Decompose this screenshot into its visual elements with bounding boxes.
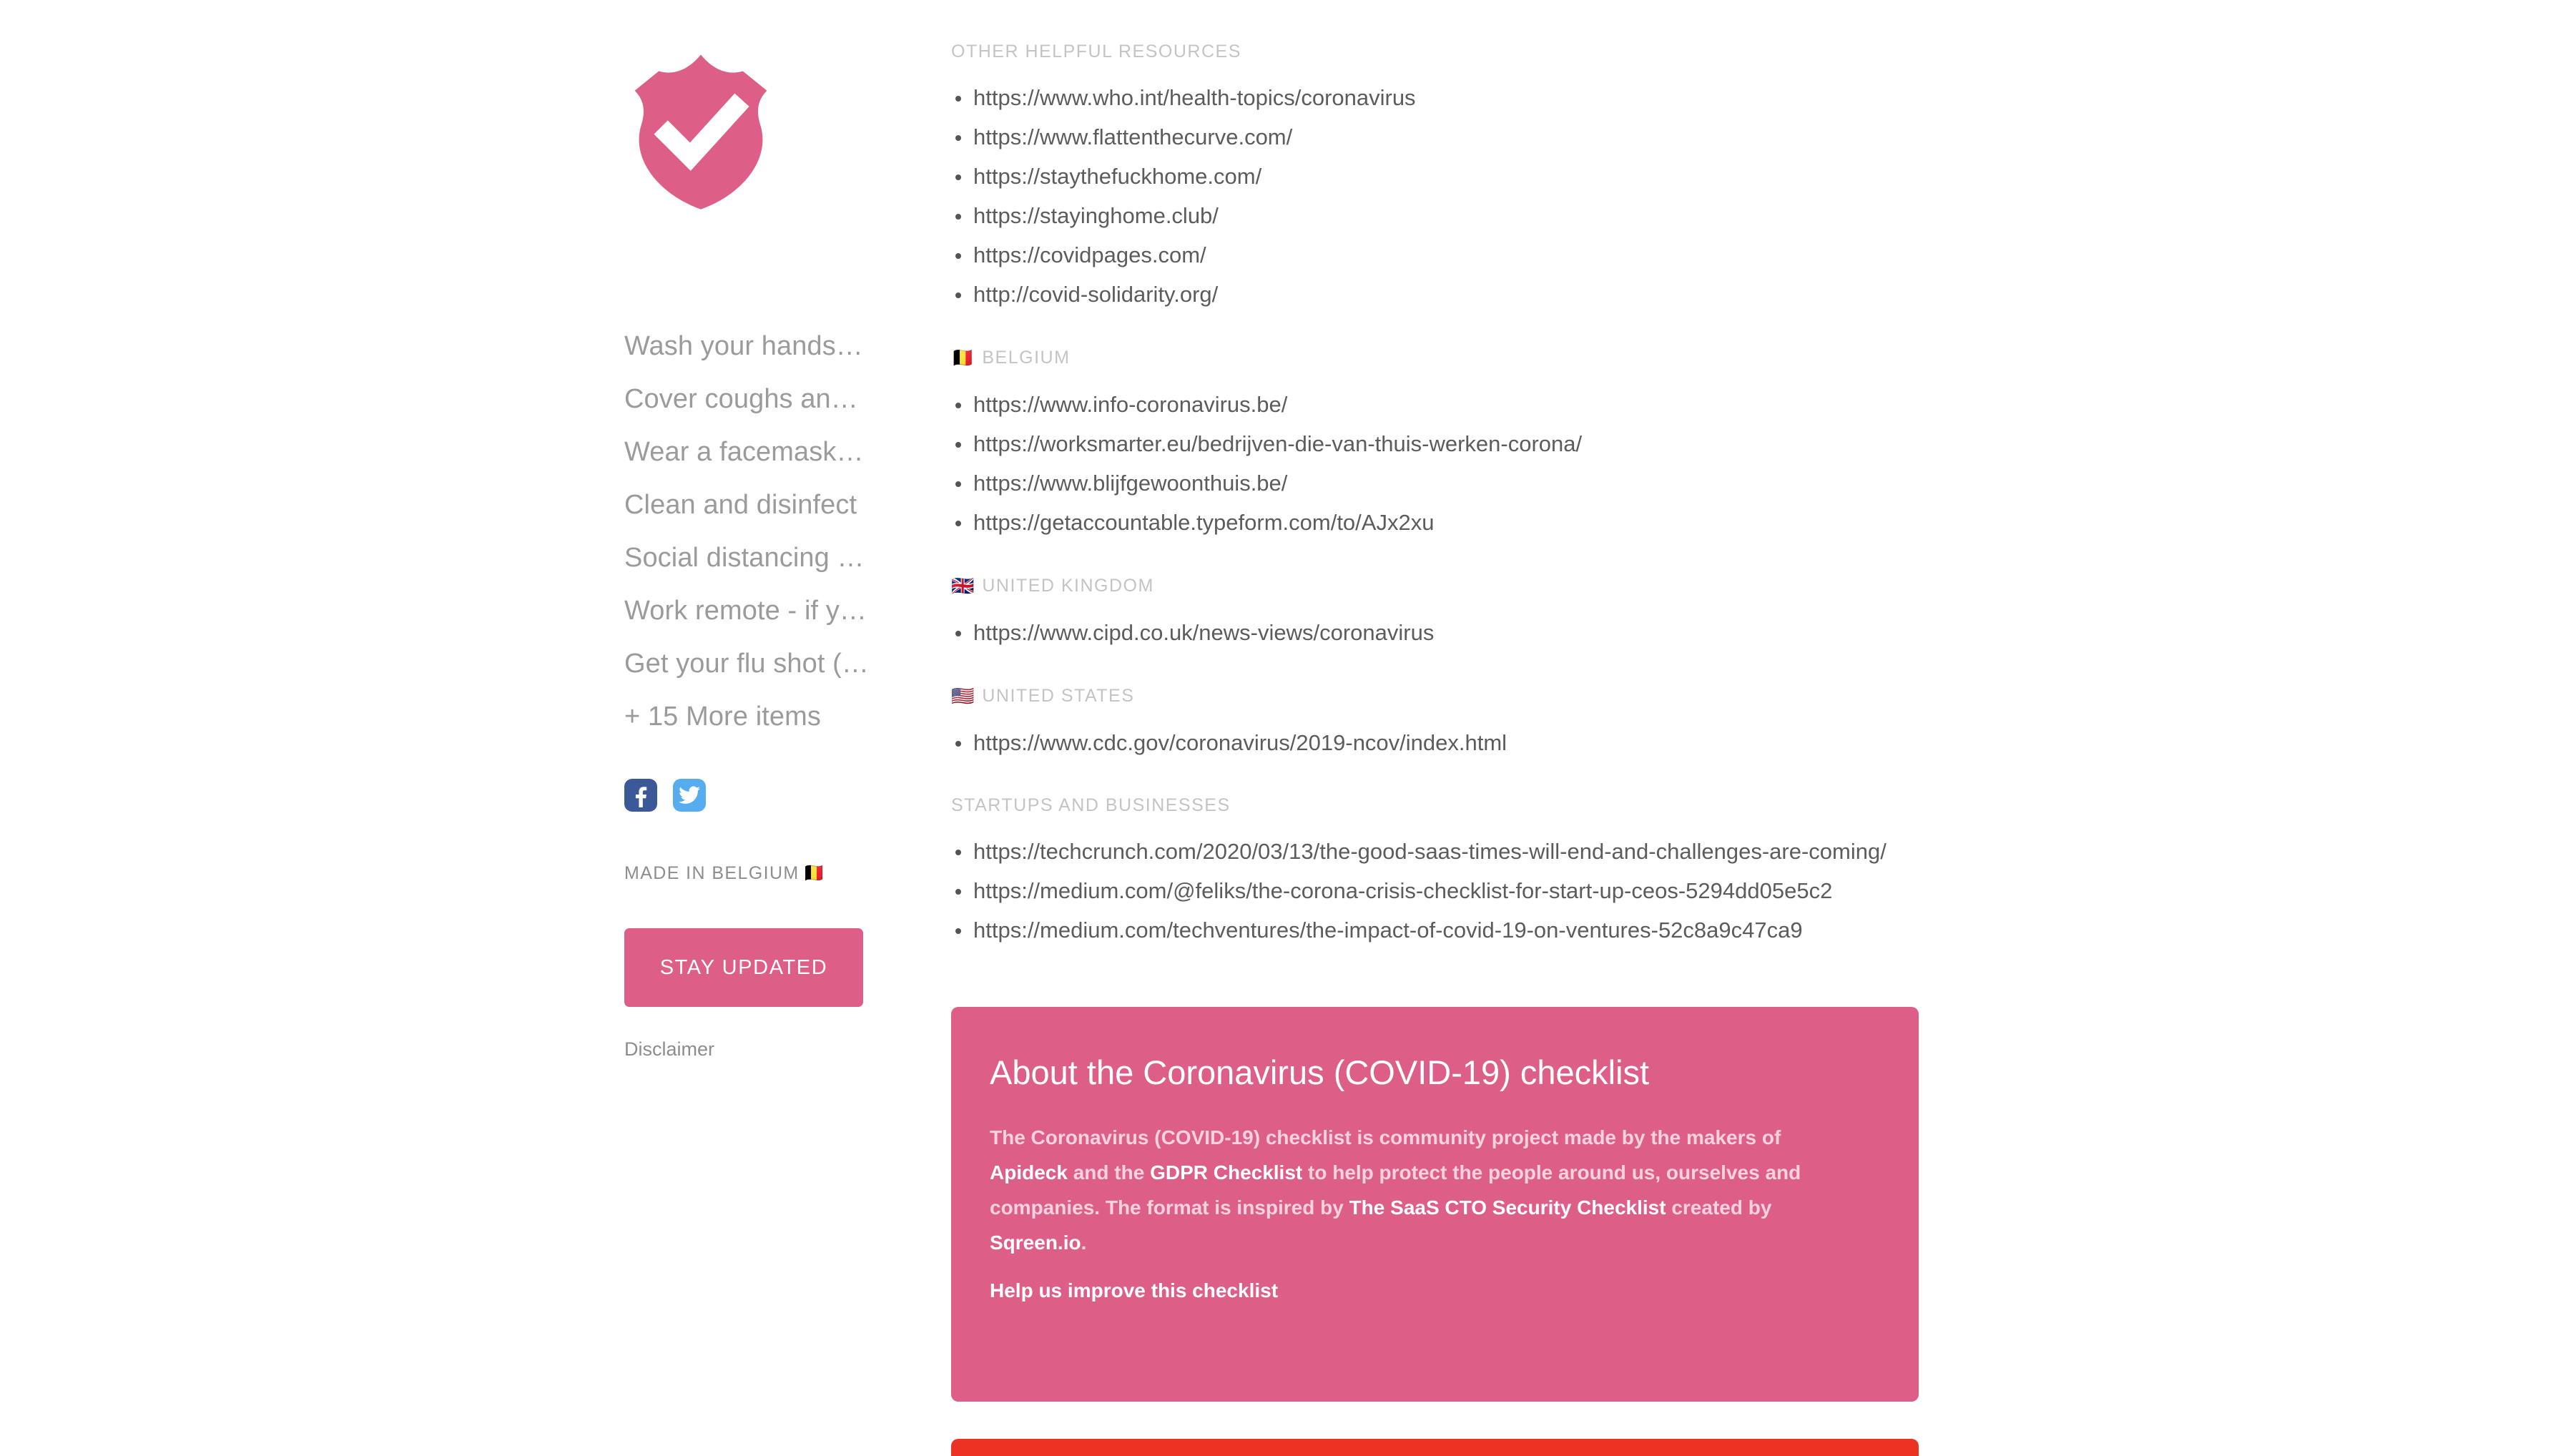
sidebar-item-more[interactable]: + 15 More items [624, 702, 821, 732]
list-item[interactable]: https://www.flattenthecurve.com/ [951, 117, 1924, 157]
bottom-red-card[interactable] [951, 1439, 1919, 1456]
list-item[interactable]: https://www.cipd.co.uk/news-views/coronavirus [951, 613, 1924, 652]
list-item[interactable]: https://www.blijfgewoonthuis.be/ [951, 463, 1924, 503]
list-item[interactable]: https://covidpages.com/ [951, 235, 1924, 275]
section-label [951, 575, 1924, 597]
link-list [951, 613, 1924, 652]
about-text-5: . [1081, 1231, 1087, 1254]
list-item[interactable]: https://getaccountable.typeform.com/to/AJx2xu [951, 503, 1924, 542]
list-item[interactable]: https://www.who.int/health-topics/coronavirus [951, 78, 1924, 117]
list-item[interactable]: https://staythefuckhome.com/ [951, 157, 1924, 196]
about-text-4: created by [1666, 1196, 1772, 1219]
about-text-3: to help protect the people around us, ourselves and companies. The format is inspired by [990, 1161, 1801, 1219]
apideck-link[interactable]: Apideck [990, 1161, 1068, 1184]
section-label-text: UNITED STATES [982, 686, 1135, 706]
sidebar-item-work-remote[interactable]: Work remote - if y… [624, 596, 867, 626]
about-checklist-card [951, 1007, 1919, 1402]
section-label [951, 347, 1924, 369]
link-list [951, 385, 1924, 542]
sidebar-item-clean-disinfect[interactable]: Clean and disinfect [624, 490, 857, 520]
section-startups-and-businesses [951, 795, 1924, 950]
list-item[interactable]: http://covid-solidarity.org/ [951, 275, 1924, 314]
made-in-label: MADE IN BELGIUM [624, 863, 800, 883]
section-label-text: OTHER HELPFUL RESOURCES [951, 41, 1241, 62]
united-states-flag-icon: 🇺🇸 [951, 685, 975, 707]
united-kingdom-flag-icon: 🇬🇧 [951, 575, 975, 596]
section-label [951, 41, 1924, 62]
belgium-flag-icon: 🇧🇪 [951, 347, 975, 368]
sidebar-nav-list [624, 320, 882, 743]
about-card-title: About the Coronavirus (COVID-19) checklist [990, 1053, 1650, 1091]
sidebar-item-wear-facemask[interactable]: Wear a facemask… [624, 437, 864, 467]
about-text-2: and the [1067, 1161, 1151, 1184]
about-card-body [990, 1120, 1855, 1308]
made-in-belgium [624, 863, 882, 884]
disclaimer-link[interactable]: Disclaimer [624, 1038, 715, 1060]
section-label [951, 685, 1924, 707]
sidebar-item-social-distancing[interactable]: Social distancing … [624, 543, 865, 573]
link-list [951, 832, 1924, 950]
list-item[interactable]: https://www.cdc.gov/coronavirus/2019-ncov/index.html [951, 723, 1924, 762]
twitter-icon[interactable] [673, 779, 706, 812]
section-label-text: STARTUPS AND BUSINESSES [951, 795, 1231, 815]
sidebar [624, 0, 882, 1061]
section-label-text: UNITED KINGDOM [982, 576, 1154, 596]
sidebar-item-wash-hands[interactable]: Wash your hands… [624, 331, 863, 361]
stay-updated-button[interactable]: STAY UPDATED [624, 928, 863, 1007]
resources-main [951, 0, 1924, 983]
shield-check-logo [626, 51, 776, 212]
list-item[interactable]: https://medium.com/@feliks/the-corona-crisis-checklist-for-start-up-ceos-5294dd05e5c2 [951, 871, 1924, 910]
list-item[interactable]: https://techcrunch.com/2020/03/13/the-good-saas-times-will-end-and-challenges-are-coming/ [951, 832, 1924, 871]
section-united-kingdom [951, 575, 1924, 652]
sidebar-item-flu-shot[interactable]: Get your flu shot (… [624, 649, 870, 679]
belgium-flag-icon: 🇧🇪 [802, 863, 827, 883]
link-list [951, 78, 1924, 314]
section-belgium [951, 347, 1924, 542]
gdpr-checklist-link[interactable]: GDPR Checklist [1150, 1161, 1303, 1184]
sidebar-item-cover-coughs[interactable]: Cover coughs an… [624, 384, 858, 414]
section-other-helpful-resources [951, 41, 1924, 314]
help-improve-checklist-link[interactable]: Help us improve this checklist [990, 1279, 1279, 1302]
section-label [951, 795, 1924, 816]
facebook-icon[interactable] [624, 779, 657, 812]
list-item[interactable]: https://medium.com/techventures/the-impact-of-covid-19-on-ventures-52c8a9c47ca9 [951, 910, 1924, 950]
sqreen-io-link[interactable]: Sqreen.io [990, 1231, 1081, 1254]
saas-cto-security-checklist-link[interactable]: The SaaS CTO Security Checklist [1349, 1196, 1666, 1219]
section-label-text: BELGIUM [982, 348, 1071, 368]
list-item[interactable]: https://www.info-coronavirus.be/ [951, 385, 1924, 424]
link-list [951, 723, 1924, 762]
section-united-states [951, 685, 1924, 762]
about-text-1: The Coronavirus (COVID-19) checklist is community project made by the makers of [990, 1126, 1781, 1148]
social-links [624, 779, 882, 812]
list-item[interactable]: https://worksmarter.eu/bedrijven-die-van-thuis-werken-corona/ [951, 424, 1924, 463]
list-item[interactable]: https://stayinghome.club/ [951, 196, 1924, 235]
